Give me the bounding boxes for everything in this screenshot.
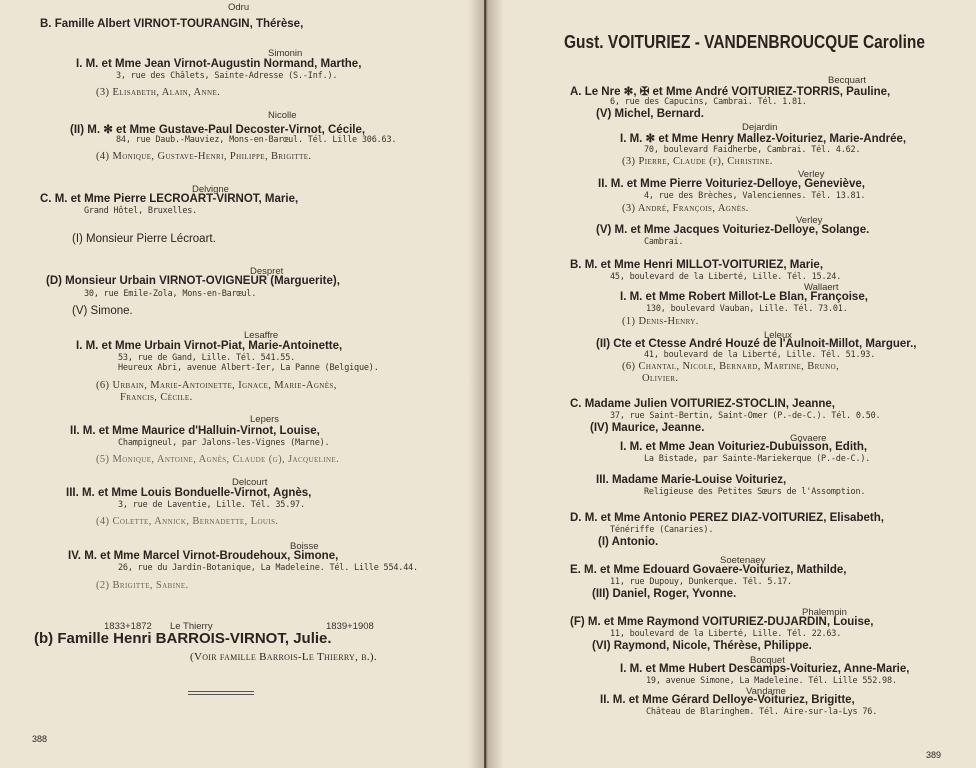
children: (5) Monique, Antoine, Agnès, Claude (g), Jacqueline. bbox=[96, 454, 340, 465]
address: Religieuse des Petites Sœurs de l'Assomption. bbox=[644, 487, 866, 497]
children: (III) Daniel, Roger, Yvonne. bbox=[592, 588, 737, 600]
children: (V) Simone. bbox=[72, 305, 133, 317]
address: 130, boulevard Vauban, Lille. Tél. 73.01. bbox=[646, 304, 848, 314]
address: 6, rue des Capucins, Cambrai. Tél. 1.81. bbox=[610, 97, 807, 107]
page-number: 388 bbox=[32, 734, 48, 744]
address: 19, avenue Simone, La Madeleine. Tél. Lille 552.98. bbox=[646, 676, 897, 686]
maiden-name: Verley bbox=[798, 169, 825, 180]
maiden-name: Leleux bbox=[764, 330, 792, 341]
children: (V) Michel, Bernard. bbox=[596, 108, 704, 120]
family-d-header: D. M. et Mme Antonio PEREZ DIAZ-VOITURIEZ, Elisabeth, bbox=[570, 512, 884, 524]
maiden-name: Delcourt bbox=[232, 477, 268, 488]
address: 41, boulevard de la Liberté, Lille. Tél. 51.93. bbox=[644, 350, 876, 360]
divider bbox=[188, 694, 254, 695]
right-page bbox=[486, 0, 976, 768]
children: Olivier. bbox=[642, 373, 679, 384]
family-c-header: C. M. et Mme Pierre LECROART-VIRNOT, Marie, bbox=[40, 193, 299, 205]
address: 3, rue de Laventie, Lille. Tél. 35.97. bbox=[118, 500, 305, 510]
entry-line: IV. M. et Mme Marcel Virnot-Broudehoux, Simone, bbox=[68, 550, 339, 562]
page-number: 389 bbox=[926, 750, 942, 760]
maiden-name: Govaere bbox=[790, 433, 827, 444]
entry-line: III. Madame Marie-Louise Voituriez, bbox=[596, 474, 787, 486]
address: 37, rue Saint-Bertin, Saint-Omer (P.-de-C.). Tél. 0.50. bbox=[610, 411, 881, 421]
entry-line: I. M. et Mme Jean Virnot-Augustin Normand, Marthe, bbox=[76, 58, 362, 70]
maiden-name: Despret bbox=[250, 266, 284, 277]
address: La Bistade, par Sainte-Mariekerque (P.-de-C.). bbox=[644, 454, 871, 464]
address: 3, rue des Châlets, Sainte-Adresse (S.-Inf.). bbox=[116, 71, 338, 81]
maiden-name: Dejardin bbox=[742, 122, 778, 133]
address: 26, rue du Jardin-Botanique, La Madeleine. Tél. Lille 554.44. bbox=[118, 563, 418, 573]
cross-reference-note: (Voir famille Barrois-Le Thierry, b.). bbox=[190, 651, 377, 663]
entry-line: (II) Cte et Ctesse André Houzé de l'Aulnoit-Millot, Marguer., bbox=[596, 338, 917, 350]
maiden-name: Lepers bbox=[250, 414, 280, 425]
divider bbox=[188, 691, 254, 692]
maiden-name: Le Thierry bbox=[170, 621, 213, 632]
family-d-header: (D) Monsieur Urbain VIRNOT-OVIGNEUR (Marguerite), bbox=[46, 275, 340, 287]
children: (3) André, François, Agnès. bbox=[622, 203, 749, 214]
children: (3) Pierre, Claude (f), Christine. bbox=[622, 156, 773, 167]
children: (I) Antonio. bbox=[598, 536, 659, 548]
address: Ténériffe (Canaries). bbox=[610, 525, 714, 535]
entry-line: III. M. et Mme Louis Bonduelle-Virnot, Agnès, bbox=[66, 487, 312, 499]
address: Cambrai. bbox=[644, 237, 684, 247]
maiden-name: Boisse bbox=[290, 541, 319, 552]
address: Grand Hôtel, Bruxelles. bbox=[84, 206, 198, 216]
family-c-header: C. Madame Julien VOITURIEZ-STOCLIN, Jeanne, bbox=[570, 398, 835, 410]
children: (4) Monique, Gustave-Henri, Philippe, Brigitte. bbox=[96, 151, 312, 162]
children: (IV) Maurice, Jeanne. bbox=[590, 422, 705, 434]
maiden-name: Vandame bbox=[746, 686, 786, 697]
address: Heureux Abri, avenue Albert-Ier, La Panne (Belgique). bbox=[118, 363, 379, 373]
address: 11, boulevard de la Liberté, Lille. Tél. 22.63. bbox=[610, 629, 842, 639]
left-page bbox=[0, 0, 484, 768]
entry-line: I. M. et Mme Jean Voituriez-Dubuisson, Edith, bbox=[620, 441, 868, 453]
entry-line: I. M. et Mme Hubert Descamps-Voituriez, Anne-Marie, bbox=[620, 663, 910, 675]
children: (VI) Raymond, Nicole, Thérèse, Philippe. bbox=[592, 640, 812, 652]
address: Château de Blaringhem. Tél. Aire-sur-la-Lys 76. bbox=[646, 707, 878, 717]
maiden-name: Soetenaey bbox=[720, 555, 766, 566]
entry-line: I. M. et Mme Urbain Virnot-Piat, Marie-Antoinette, bbox=[76, 340, 343, 352]
maiden-name: Simonin bbox=[268, 48, 303, 59]
family-barrois-header: (b) Famille Henri BARROIS-VIRNOT, Julie. bbox=[34, 630, 332, 647]
maiden-name: Bocquet bbox=[750, 655, 785, 666]
maiden-name: Becquart bbox=[828, 75, 867, 86]
maiden-name: Phalempin bbox=[802, 607, 847, 618]
children: (I) Monsieur Pierre Lécroart. bbox=[72, 233, 216, 245]
family-e-header: E. M. et Mme Edouard Govaere-Voituriez, Mathilde, bbox=[570, 564, 847, 576]
birth-death-dates: 1833+1872 bbox=[104, 621, 152, 632]
children: Francis, Cécile. bbox=[120, 392, 193, 403]
address: 70, boulevard Faidherbe, Cambrai. Tél. 4.62. bbox=[644, 145, 861, 155]
children: (4) Colette, Annick, Bernadette, Louis. bbox=[96, 516, 279, 527]
address: Champigneul, par Jalons-les-Vignes (Marne). bbox=[118, 438, 330, 448]
address: 84, rue Daub.-Mauviez, Mons-en-Barœul. Tél. Lille 306.63. bbox=[116, 135, 397, 145]
entry-line: I. M. et Mme Robert Millot-Le Blan, Françoise, bbox=[620, 291, 868, 303]
page-title: Gust. VOITURIEZ - VANDENBROUCQUE Caroline bbox=[564, 32, 925, 52]
entry-line: (II) M. ✻ et Mme Gustave-Paul Decoster-Virnot, Cécile, bbox=[70, 124, 366, 136]
entry-line: (V) M. et Mme Jacques Voituriez-Delloye, Solange. bbox=[596, 224, 870, 236]
children: (1) Denis-Henry. bbox=[622, 316, 699, 327]
address: 11, rue Dupouy, Dunkerque. Tél. 5.17. bbox=[610, 577, 792, 587]
maiden-name: Odru bbox=[228, 2, 250, 13]
maiden-name: Verley bbox=[796, 215, 823, 226]
entry-line: I. M. ✻ et Mme Henry Mallez-Voituriez, Marie-Andrée, bbox=[620, 133, 907, 145]
maiden-name: Wallaert bbox=[804, 282, 839, 293]
maiden-name: Lesaffre bbox=[244, 330, 279, 341]
address: 30, rue Emile-Zola, Mons-en-Barœul. bbox=[84, 289, 257, 299]
address: 53, rue de Gand, Lille. Tél. 541.55. bbox=[118, 353, 296, 363]
family-f-header: (F) M. et Mme Raymond VOITURIEZ-DUJARDIN, Louise, bbox=[570, 616, 874, 628]
entry-line: II. M. et Mme Maurice d'Halluin-Virnot, Louise, bbox=[70, 425, 320, 437]
family-b-header: B. Famille Albert VIRNOT-TOURANGIN, Thérèse, bbox=[40, 18, 304, 30]
maiden-name: Delvigne bbox=[192, 184, 229, 195]
entry-line: II. M. et Mme Gérard Delloye-Voituriez, Brigitte, bbox=[600, 694, 855, 706]
family-a-header: A. Le Nre ✻, ✠ et Mme André VOITURIEZ-TORRIS, Pauline, bbox=[570, 86, 891, 98]
maiden-name: Nicolle bbox=[268, 110, 297, 121]
address: 4, rue des Brèches, Valenciennes. Tél. 13.81. bbox=[644, 191, 866, 201]
family-b-header: B. M. et Mme Henri MILLOT-VOITURIEZ, Marie, bbox=[570, 259, 824, 271]
address: 45, boulevard de la Liberté, Lille. Tél. 15.24. bbox=[610, 272, 842, 282]
entry-line: II. M. et Mme Pierre Voituriez-Delloye, Geneviève, bbox=[598, 178, 865, 190]
children: (6) Urbain, Marie-Antoinette, Ignace, Marie-Agnès, bbox=[96, 380, 337, 391]
children: (6) Chantal, Nicole, Bernard, Martine, Bruno, bbox=[622, 361, 840, 372]
children: (3) Elisabeth, Alain, Anne. bbox=[96, 87, 221, 98]
children: (2) Brigitte, Sabine. bbox=[96, 580, 189, 591]
birth-death-dates: 1839+1908 bbox=[326, 621, 374, 632]
